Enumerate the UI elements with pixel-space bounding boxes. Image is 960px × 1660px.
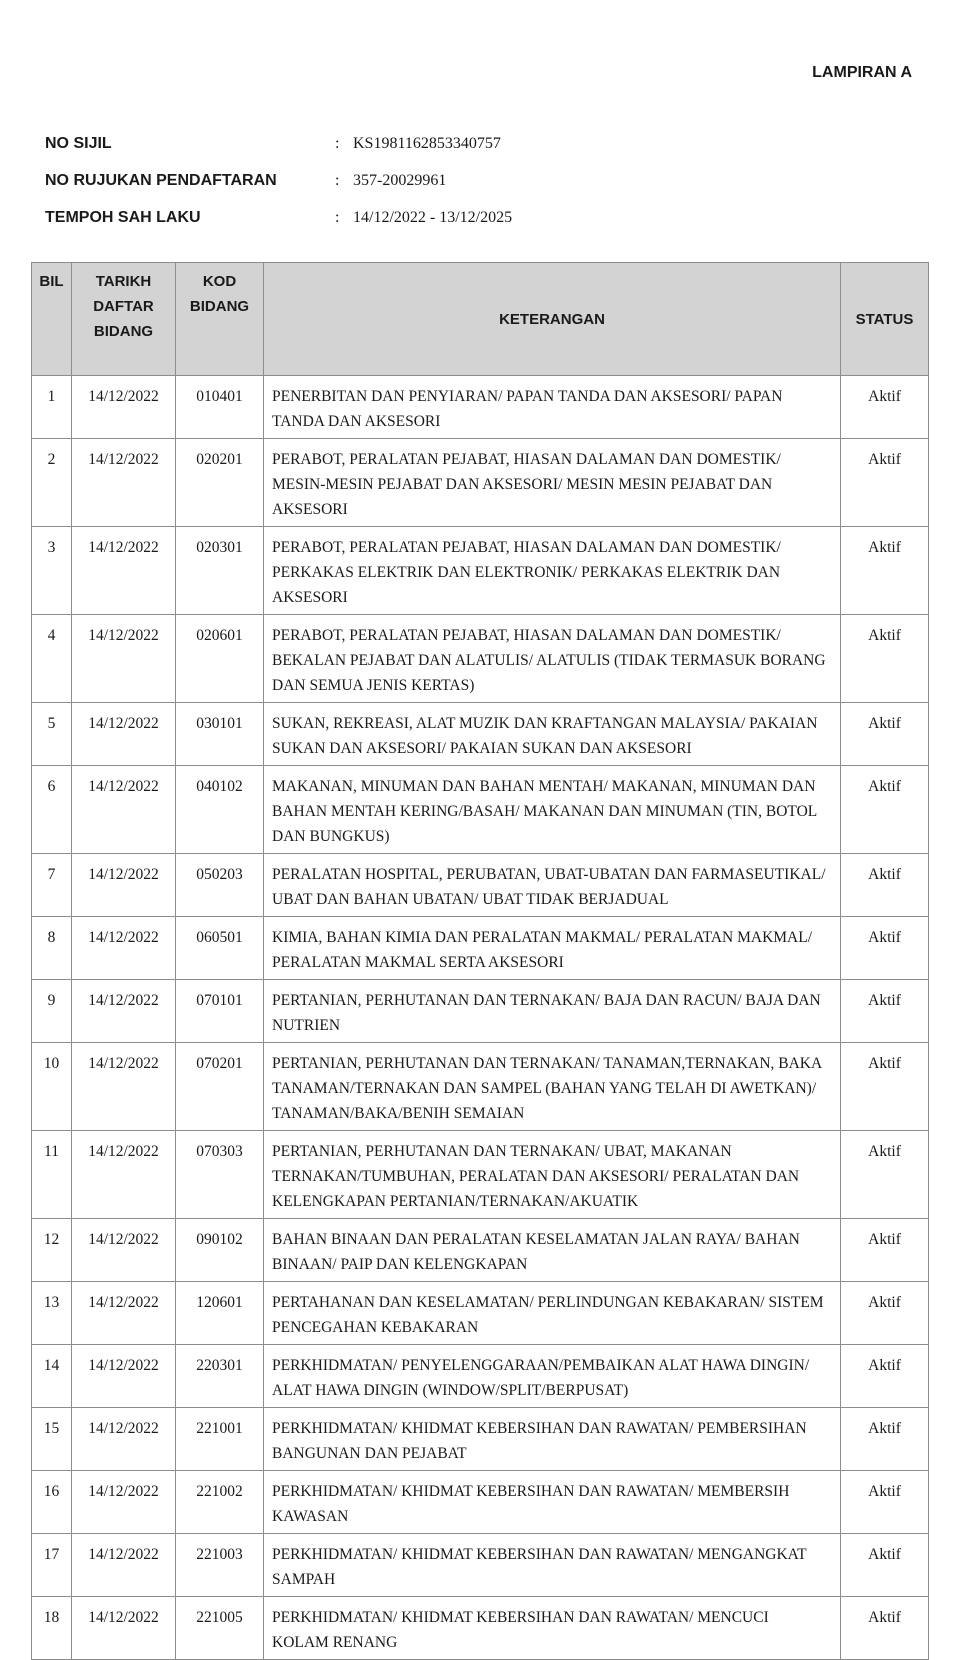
field-table [31,262,929,1660]
field-code: 020601 [176,615,264,703]
field-status: Aktif [841,1408,929,1471]
row-number: 16 [32,1471,72,1534]
field-status: Aktif [841,766,929,854]
row-number: 3 [32,527,72,615]
table-row [32,854,929,917]
row-number: 13 [32,1282,72,1345]
table-row [32,1345,929,1408]
registration-date: 14/12/2022 [72,527,176,615]
registration-date: 14/12/2022 [72,1408,176,1471]
registration-date: 14/12/2022 [72,1282,176,1345]
field-status: Aktif [841,703,929,766]
field-status: Aktif [841,527,929,615]
field-description: MAKANAN, MINUMAN DAN BAHAN MENTAH/ MAKANAN, MINUMAN DAN BAHAN MENTAH KERING/BASAH/ MAKANAN DAN MINUMAN (TIN, BOTOL DAN BUNGKUS) [264,766,841,854]
field-status: Aktif [841,615,929,703]
meta-colon: : [335,208,340,226]
field-code: 070101 [176,980,264,1043]
field-description: PENERBITAN DAN PENYIARAN/ PAPAN TANDA DAN AKSESORI/ PAPAN TANDA DAN AKSESORI [264,376,841,439]
registration-date: 14/12/2022 [72,854,176,917]
meta-label: NO SIJIL [45,134,112,152]
meta-row-registration-ref [45,162,745,199]
table-row [32,917,929,980]
field-status: Aktif [841,439,929,527]
meta-label: TEMPOH SAH LAKU [45,208,201,226]
table-body [32,376,929,1660]
field-status: Aktif [841,1534,929,1597]
meta-label: NO RUJUKAN PENDAFTARAN [45,171,277,189]
table-row [32,766,929,854]
field-description: PERABOT, PERALATAN PEJABAT, HIASAN DALAMAN DAN DOMESTIK/ MESIN-MESIN PEJABAT DAN AKSESORI/ MESIN MESIN PEJABAT DAN AKSESORI [264,439,841,527]
row-number: 1 [32,376,72,439]
row-number: 5 [32,703,72,766]
field-status: Aktif [841,376,929,439]
row-number: 6 [32,766,72,854]
table-row [32,376,929,439]
column-header-status: STATUS [841,263,929,376]
certificate-meta [45,125,745,236]
field-code: 070303 [176,1131,264,1219]
field-code: 050203 [176,854,264,917]
field-code: 221002 [176,1471,264,1534]
field-description: PERABOT, PERALATAN PEJABAT, HIASAN DALAMAN DAN DOMESTIK/ PERKAKAS ELEKTRIK DAN ELEKTRONIK/ PERKAKAS ELEKTRIK DAN AKSESORI [264,527,841,615]
field-description: PERKHIDMATAN/ KHIDMAT KEBERSIHAN DAN RAWATAN/ MEMBERSIH KAWASAN [264,1471,841,1534]
column-header-tarikh: TARIKH DAFTAR BIDANG [72,263,176,376]
table-row [32,615,929,703]
row-number: 11 [32,1131,72,1219]
column-header-bil: BIL [32,263,72,376]
meta-colon: : [335,134,340,152]
field-description: PERKHIDMATAN/ KHIDMAT KEBERSIHAN DAN RAWATAN/ MENGANGKAT SAMPAH [264,1534,841,1597]
registration-date: 14/12/2022 [72,1534,176,1597]
field-description: KIMIA, BAHAN KIMIA DAN PERALATAN MAKMAL/ PERALATAN MAKMAL/ PERALATAN MAKMAL SERTA AKSESORI [264,917,841,980]
field-status: Aktif [841,854,929,917]
registration-date: 14/12/2022 [72,703,176,766]
column-header-keterangan: KETERANGAN [264,263,841,376]
table-row [32,1471,929,1534]
field-code: 030101 [176,703,264,766]
meta-row-certificate-no [45,125,745,162]
registration-date: 14/12/2022 [72,1219,176,1282]
field-description: SUKAN, REKREASI, ALAT MUZIK DAN KRAFTANGAN MALAYSIA/ PAKAIAN SUKAN DAN AKSESORI/ PAKAIAN SUKAN DAN AKSESORI [264,703,841,766]
field-description: PERTANIAN, PERHUTANAN DAN TERNAKAN/ BAJA DAN RACUN/ BAJA DAN NUTRIEN [264,980,841,1043]
row-number: 4 [32,615,72,703]
registration-date: 14/12/2022 [72,917,176,980]
field-status: Aktif [841,917,929,980]
table-row [32,1219,929,1282]
meta-value: KS1981162853340757 [353,134,501,152]
field-description: BAHAN BINAAN DAN PERALATAN KESELAMATAN JALAN RAYA/ BAHAN BINAAN/ PAIP DAN KELENGKAPAN [264,1219,841,1282]
registration-date: 14/12/2022 [72,1471,176,1534]
row-number: 10 [32,1043,72,1131]
field-description: PERKHIDMATAN/ KHIDMAT KEBERSIHAN DAN RAWATAN/ PEMBERSIHAN BANGUNAN DAN PEJABAT [264,1408,841,1471]
table-row [32,1597,929,1660]
meta-value: 357-20029961 [353,171,447,189]
field-code: 020201 [176,439,264,527]
row-number: 7 [32,854,72,917]
field-status: Aktif [841,1219,929,1282]
field-status: Aktif [841,980,929,1043]
row-number: 9 [32,980,72,1043]
registration-date: 14/12/2022 [72,1131,176,1219]
attachment-label: LAMPIRAN A [812,64,912,81]
registration-date: 14/12/2022 [72,439,176,527]
meta-value: 14/12/2022 - 13/12/2025 [353,208,513,226]
table-row [32,1408,929,1471]
meta-row-validity-period [45,199,745,236]
field-description: PERTANIAN, PERHUTANAN DAN TERNAKAN/ TANAMAN,TERNAKAN, BAKA TANAMAN/TERNAKAN DAN SAMPEL (BAHAN YANG TELAH DI AWETKAN)/ TANAMAN/BAKA/BENIH SEMAIAN [264,1043,841,1131]
field-status: Aktif [841,1471,929,1534]
field-description: PERABOT, PERALATAN PEJABAT, HIASAN DALAMAN DAN DOMESTIK/ BEKALAN PEJABAT DAN ALATULIS/ ALATULIS (TIDAK TERMASUK BORANG DAN SEMUA JENIS KERTAS) [264,615,841,703]
field-description: PERKHIDMATAN/ PENYELENGGARAAN/PEMBAIKAN ALAT HAWA DINGIN/ ALAT HAWA DINGIN (WINDOW/SPLIT/BERPUSAT) [264,1345,841,1408]
field-description: PERALATAN HOSPITAL, PERUBATAN, UBAT-UBATAN DAN FARMASEUTIKAL/ UBAT DAN BAHAN UBATAN/ UBAT TIDAK BERJADUAL [264,854,841,917]
field-status: Aktif [841,1282,929,1345]
field-code: 221003 [176,1534,264,1597]
field-code: 120601 [176,1282,264,1345]
table-row [32,703,929,766]
field-code: 040102 [176,766,264,854]
row-number: 17 [32,1534,72,1597]
table-row [32,1534,929,1597]
registration-date: 14/12/2022 [72,1597,176,1660]
row-number: 15 [32,1408,72,1471]
field-code: 020301 [176,527,264,615]
field-code: 221005 [176,1597,264,1660]
registration-date: 14/12/2022 [72,1345,176,1408]
field-code: 220301 [176,1345,264,1408]
registration-date: 14/12/2022 [72,980,176,1043]
field-status: Aktif [841,1043,929,1131]
registration-date: 14/12/2022 [72,615,176,703]
field-code: 060501 [176,917,264,980]
field-code: 070201 [176,1043,264,1131]
row-number: 8 [32,917,72,980]
row-number: 14 [32,1345,72,1408]
table-row [32,980,929,1043]
table-header-row [32,263,929,376]
table-row [32,1282,929,1345]
row-number: 18 [32,1597,72,1660]
table-row [32,439,929,527]
registration-date: 14/12/2022 [72,1043,176,1131]
field-status: Aktif [841,1131,929,1219]
field-description: PERKHIDMATAN/ KHIDMAT KEBERSIHAN DAN RAWATAN/ MENCUCI KOLAM RENANG [264,1597,841,1660]
table-row [32,527,929,615]
table-row [32,1131,929,1219]
field-code: 010401 [176,376,264,439]
meta-colon: : [335,171,340,189]
field-table-container [31,262,929,1660]
row-number: 2 [32,439,72,527]
registration-date: 14/12/2022 [72,376,176,439]
registration-date: 14/12/2022 [72,766,176,854]
column-header-kod: KOD BIDANG [176,263,264,376]
field-status: Aktif [841,1345,929,1408]
field-description: PERTANIAN, PERHUTANAN DAN TERNAKAN/ UBAT, MAKANAN TERNAKAN/TUMBUHAN, PERALATAN DAN AKSESORI/ PERALATAN DAN KELENGKAPAN PERTANIAN/TERNAKAN/AKUATIK [264,1131,841,1219]
field-code: 090102 [176,1219,264,1282]
field-code: 221001 [176,1408,264,1471]
table-row [32,1043,929,1131]
row-number: 12 [32,1219,72,1282]
field-status: Aktif [841,1597,929,1660]
field-description: PERTAHANAN DAN KESELAMATAN/ PERLINDUNGAN KEBAKARAN/ SISTEM PENCEGAHAN KEBAKARAN [264,1282,841,1345]
